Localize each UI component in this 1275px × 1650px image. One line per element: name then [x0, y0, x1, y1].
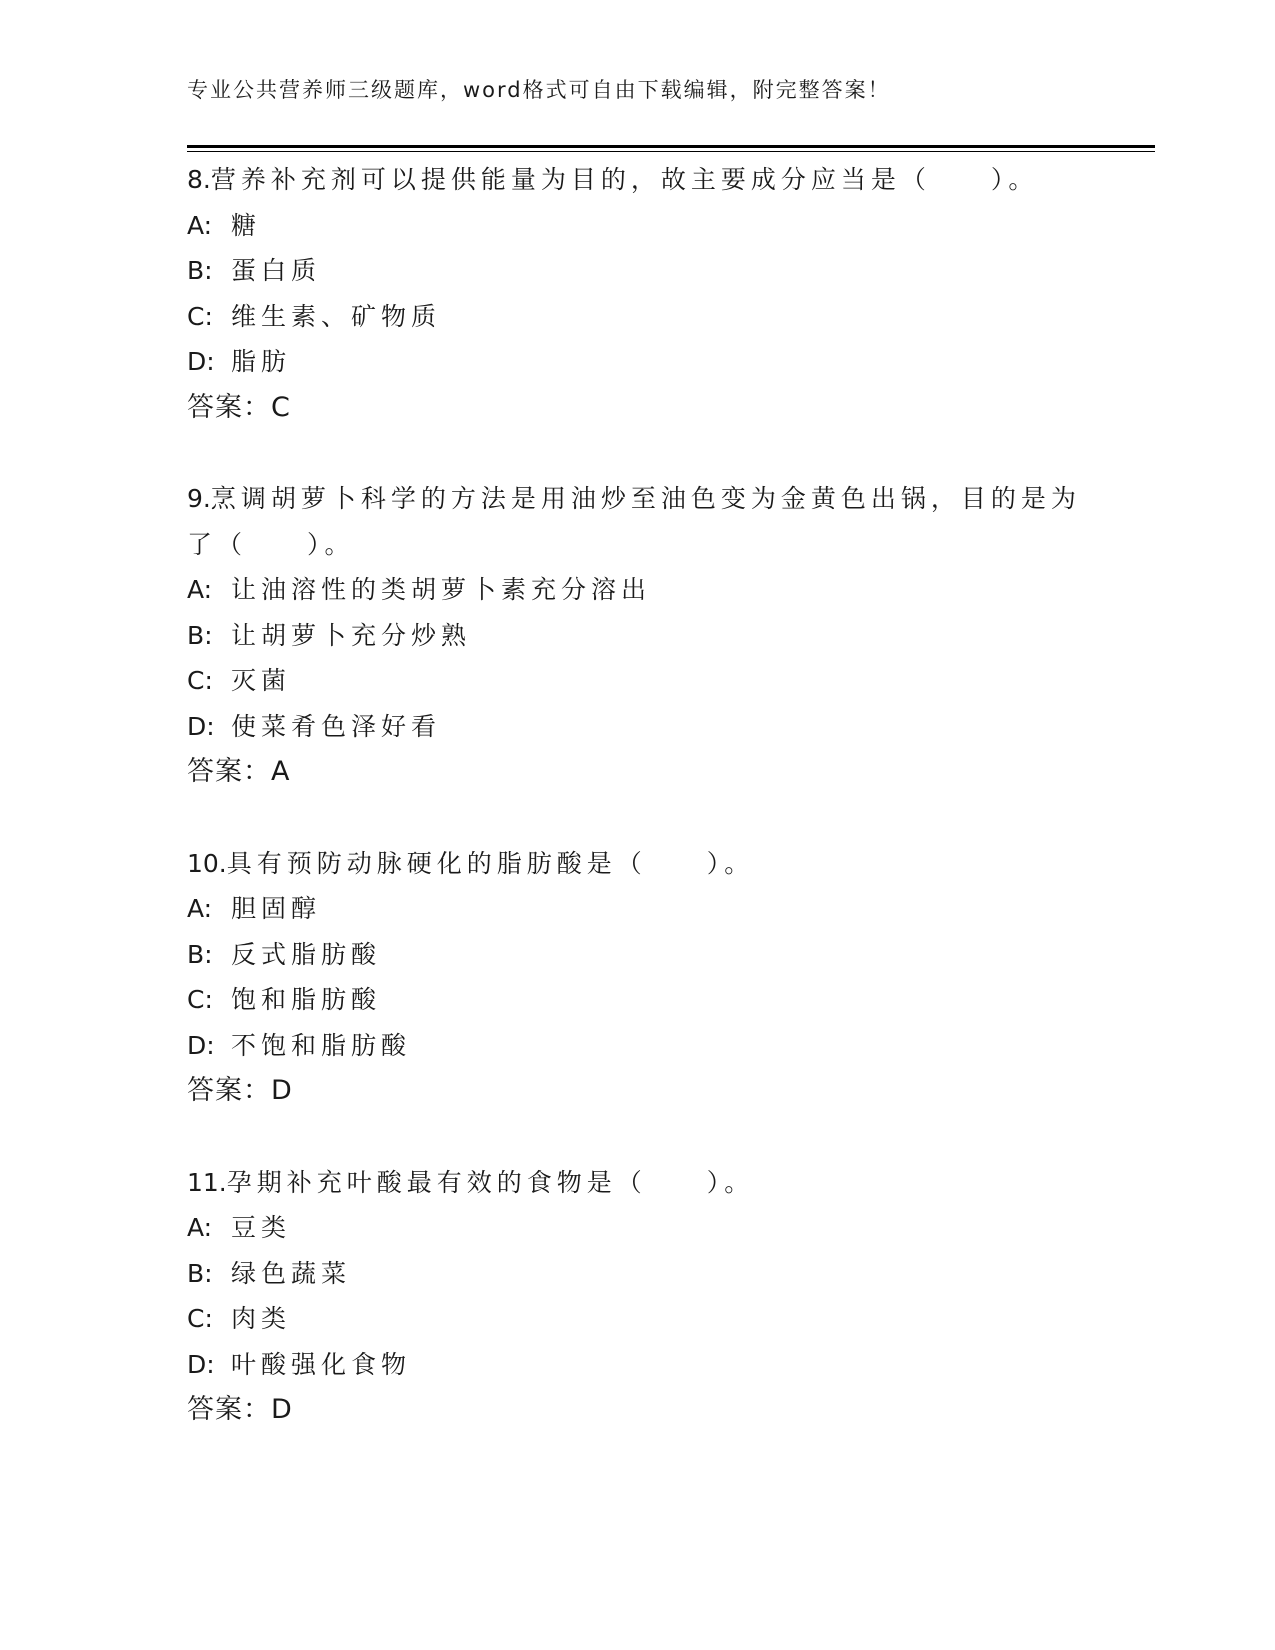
- question-stem: [187, 1160, 1087, 1206]
- option-b: [187, 613, 1087, 659]
- option-letter: D:: [187, 1030, 215, 1060]
- option-text: 叶酸强化食物: [231, 1349, 412, 1379]
- option-d: [187, 1342, 1087, 1388]
- option-letter: B:: [187, 1258, 213, 1288]
- question-text: 营养补充剂可以提供能量为目的，故主要成分应当是（ ）。: [210, 165, 1039, 194]
- option-letter: D:: [187, 711, 215, 741]
- answer: 答案：A: [187, 756, 291, 787]
- question-text: 具有预防动脉硬化的脂肪酸是（ ）。: [226, 848, 755, 878]
- question-text: 烹调胡萝卜科学的方法是用油炒至油色变为金黄色出锅，目的是为了（ ）。: [187, 484, 1081, 559]
- option-d: [187, 1023, 1087, 1069]
- option-b: [187, 1251, 1087, 1297]
- option-text: 糖: [231, 210, 262, 240]
- answer: 答案：C: [187, 391, 291, 423]
- option-c: [187, 658, 1087, 704]
- option-a: [187, 567, 1087, 613]
- option-c: [187, 294, 1087, 340]
- option-letter: C:: [187, 1304, 213, 1333]
- option-letter: A:: [187, 1213, 213, 1242]
- question-10: [187, 841, 1087, 1114]
- option-d: [187, 704, 1087, 750]
- question-stem: [187, 476, 1087, 567]
- page-header: 专业公共营养师三级题库，word格式可自由下载编辑，附完整答案！: [187, 78, 891, 102]
- option-letter: B:: [187, 620, 213, 650]
- option-letter: C:: [187, 666, 213, 695]
- option-letter: C:: [187, 985, 213, 1014]
- option-text: 不饱和脂肪酸: [231, 1030, 412, 1060]
- option-text: 脂肪: [231, 347, 292, 376]
- answer: 答案：D: [187, 1075, 293, 1106]
- option-text: 蛋白质: [231, 256, 322, 285]
- answer: 答案：D: [187, 1394, 293, 1425]
- option-b: [187, 248, 1087, 294]
- option-letter: D:: [187, 1349, 215, 1379]
- option-c: [187, 977, 1087, 1023]
- option-letter: B:: [187, 939, 213, 969]
- option-letter: A:: [187, 575, 213, 604]
- question-number: 11.: [187, 1167, 227, 1197]
- option-text: 让胡萝卜充分炒熟: [231, 620, 472, 650]
- question-stem: [187, 157, 1087, 203]
- option-text: 使菜肴色泽好看: [231, 711, 442, 741]
- option-text: 维生素、矿物质: [231, 301, 442, 331]
- option-b: [187, 932, 1087, 978]
- option-letter: C:: [187, 301, 213, 331]
- question-number: 8.: [187, 165, 211, 194]
- option-text: 胆固醇: [231, 894, 322, 923]
- header-divider-thick: [187, 145, 1155, 148]
- option-a: [187, 1205, 1087, 1251]
- question-number: 10.: [187, 848, 227, 878]
- question-11: [187, 1160, 1087, 1433]
- option-text: 饱和脂肪酸: [231, 985, 382, 1014]
- option-text: 反式脂肪酸: [231, 939, 382, 969]
- header-divider-thin: [187, 151, 1155, 152]
- question-text: 孕期补充叶酸最有效的食物是（ ）。: [226, 1167, 755, 1197]
- option-a: [187, 886, 1087, 932]
- question-8: [187, 157, 1087, 430]
- option-text: 让油溶性的类胡萝卜素充分溶出: [231, 575, 652, 604]
- question-9: [187, 476, 1087, 795]
- option-letter: B:: [187, 256, 213, 285]
- option-text: 豆类: [231, 1213, 292, 1242]
- question-number: 9.: [187, 484, 211, 513]
- option-letter: A:: [187, 894, 213, 923]
- option-a: [187, 203, 1087, 249]
- option-text: 绿色蔬菜: [231, 1258, 352, 1288]
- option-letter: A:: [187, 210, 213, 240]
- question-stem: [187, 841, 1087, 887]
- option-d: [187, 339, 1087, 385]
- option-text: 肉类: [231, 1304, 292, 1333]
- option-text: 灭菌: [231, 666, 292, 695]
- option-c: [187, 1296, 1087, 1342]
- question-list: [187, 157, 1087, 1479]
- option-letter: D:: [187, 347, 215, 376]
